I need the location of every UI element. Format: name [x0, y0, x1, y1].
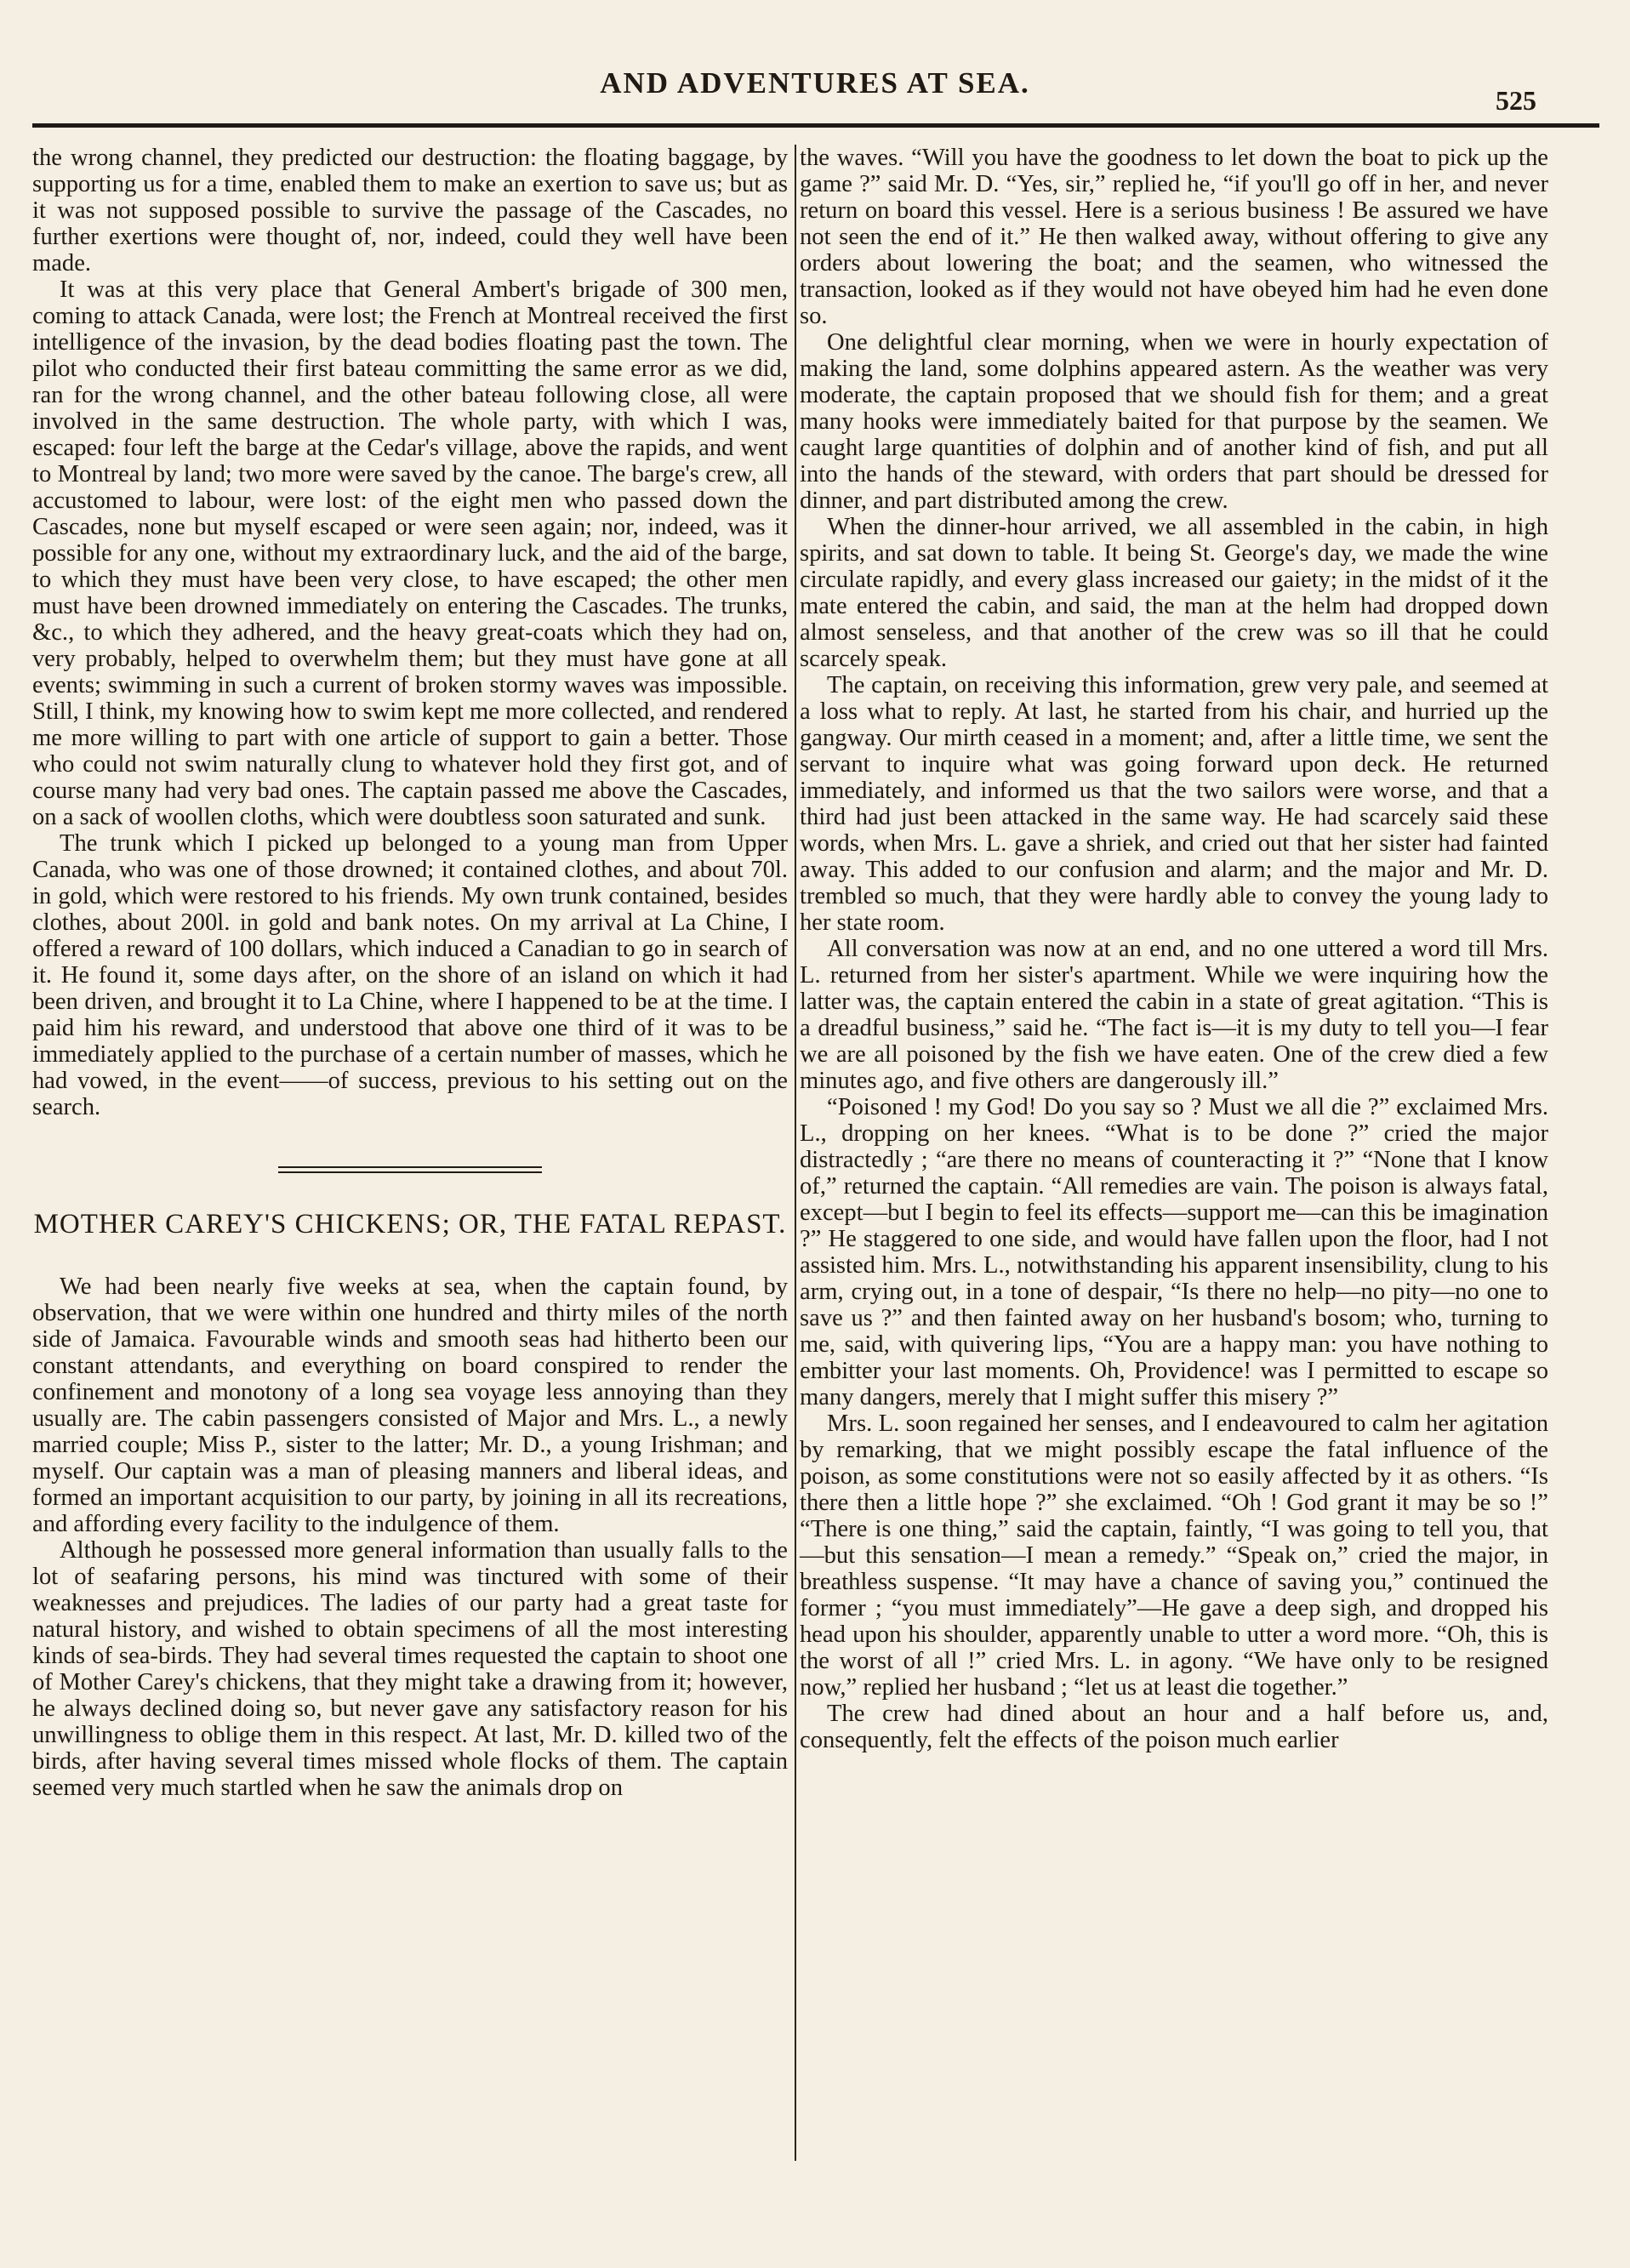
paragraph: Although he possessed more general information than usually falls to the lot of seafaring persons, his mind was tinctured with some of their weaknesses and prejudices. The ladies of our party had a great taste for natural history, and wished to obtain specimens of all the most interesting kinds of sea-birds. They had several times requested the captain to shoot one of Mother Carey's chickens, that they might take a drawing from it; however, he always declined doing so, but never gave any satisfactory reason for his unwillingness to oblige them in this respect. At last, Mr. D. killed two of the birds, after having several times missed whole flocks of them. The captain seemed very much startled when he saw the animals drop on	[32, 1537, 788, 1801]
paragraph: When the dinner-hour arrived, we all assembled in the cabin, in high spirits, and sat down to table. It being St. George's day, we made the wine circulate rapidly, and every glass increased our gaiety; in the midst of it the mate entered the cabin, and said, the man at the helm had dropped down almost senseless, and that another of the crew was so ill that he could scarcely speak.	[800, 514, 1548, 672]
page-number: 525	[1496, 85, 1536, 116]
header-rule	[32, 123, 1599, 128]
paragraph: It was at this very place that General Ambert's brigade of 300 men, coming to attack Canada, were lost; the French at Montreal received the first intelligence of the invasion, by the dead bodies floating past the town. The pilot who conducted their first bateau committing the same error as we did, ran for the wrong channel, and the other bateau following close, all were involved in the same destruction. The whole party, with which I was, escaped: four left the barge at the Cedar's village, above the rapids, and went to Montreal by land; two more were saved by the canoe. The barge's crew, all accustomed to labour, were lost: of the eight men who passed down the Cascades, none but myself escaped or were seen again; nor, indeed, was it possible for any one, without my extraordinary luck, and the aid of the barge, to which they must have been very close, to have escaped; the other men must have been drowned immediately on entering the Cascades. The trunks, &c., to which they adhered, and the heavy great-coats which they had on, very probably, helped to overwhelm them; but they must have gone at all events; swimming in such a current of broken stormy waves was impossible. Still, I think, my knowing how to swim kept me more collected, and rendered me more willing to part with one article of support to gain a better. Those who could not swim naturally clung to whatever hold they first got, and of course many had very bad ones. The captain passed me above the Cascades, on a sack of woollen cloths, which were doubtless soon saturated and sunk.	[32, 276, 788, 830]
paragraph: the wrong channel, they predicted our destruction: the floating baggage, by supporting us for a time, enabled them to make an exertion to save us; but as it was not supposed possible to survive the passage of the Cascades, no further exertions were thought of, nor, indeed, could they well have been made.	[32, 145, 788, 276]
paragraph: The crew had dined about an hour and a half before us, and, consequently, felt the effects of the poison much earlier	[800, 1701, 1548, 1753]
paragraph: “Poisoned ! my God! Do you say so ? Must we all die ?” exclaimed Mrs. L., dropping on her knees. “What is to be done ?” cried the major distractedly ; “are there no means of counteracting it ?” “None that I know of,” returned the captain. “All remedies are vain. The poison is always fatal, except—but I begin to feel its effects—support me—can this be imagination ?” He staggered to one side, and would have fallen upon the floor, had I not assisted him. Mrs. L., notwithstanding his apparent insensibility, clung to his arm, crying out, in a tone of despair, “Is there no help—no pity—no one to save us ?” and then fainted away on her husband's bosom; who, turning to me, said, with quivering lips, “You are a happy man: you have nothing to embitter your last moments. Oh, Providence! was I permitted to escape so many dangers, merely that I might suffer this misery ?”	[800, 1094, 1548, 1410]
column-divider	[795, 145, 796, 2161]
section-divider	[278, 1166, 542, 1173]
paragraph: The captain, on receiving this information, grew very pale, and seemed at a loss what to reply. At last, he started from his chair, and hurried up the gangway. Our mirth ceased in a moment; and, after a little time, we sent the servant to inquire what was going forward upon deck. He returned immediately, and informed us that the two sailors were worse, and that a third had just been attacked in the same way. He had scarcely said these words, when Mrs. L. gave a shriek, and cried out that her sister had fainted away. This added to our confusion and alarm; and the major and Mr. D. trembled so much, that they were hardly able to convey the young lady to her state room.	[800, 672, 1548, 936]
paragraph: All conversation was now at an end, and no one uttered a word till Mrs. L. returned from her sister's apartment. While we were inquiring how the latter was, the captain entered the cabin in a state of great agitation. “This is a dreadful business,” said he. “The fact is—it is my duty to tell you—I fear we are all poisoned by the fish we have eaten. One of the crew died a few minutes ago, and five others are dangerously ill.”	[800, 936, 1548, 1094]
paragraph: We had been nearly five weeks at sea, when the captain found, by observation, that we were within one hundred and thirty miles of the north side of Jamaica. Favourable winds and smooth seas had hitherto been our constant attendants, and everything on board conspired to render the confinement and monotony of a long sea voyage less annoying than they usually are. The cabin passengers consisted of Major and Mrs. L., a newly married couple; Miss P., sister to the latter; Mr. D., a young Irishman; and myself. Our captain was a man of pleasing manners and liberal ideas, and formed an important acquisition to our party, by joining in all its recreations, and affording every facility to the indulgence of them.	[32, 1274, 788, 1537]
left-column	[32, 145, 788, 1801]
paragraph: One delightful clear morning, when we were in hourly expectation of making the land, some dolphins appeared astern. As the weather was very moderate, the captain proposed that we should fish for them; and a great many hooks were immediately baited for that purpose by the seamen. We caught large quantities of dolphin and of another kind of fish, and put all into the hands of the steward, with orders that part should be dressed for dinner, and part distributed among the crew.	[800, 329, 1548, 514]
right-column	[800, 145, 1548, 1753]
running-title: AND ADVENTURES AT SEA.	[600, 66, 1030, 100]
paragraph: The trunk which I picked up belonged to a young man from Upper Canada, who was one of those drowned; it contained clothes, and about 70l. in gold, which were restored to his friends. My own trunk contained, besides clothes, about 200l. in gold and bank notes. On my arrival at La Chine, I offered a reward of 100 dollars, which induced a Canadian to go in search of it. He found it, some days after, on the shore of an island on which it had been driven, and brought it to La Chine, where I happened to be at the time. I paid him his reward, and understood that above one third of it was to be immediately applied to the purchase of a certain number of masses, which he had vowed, in the event——of success, previous to his setting out on the search.	[32, 830, 788, 1120]
paragraph: Mrs. L. soon regained her senses, and I endeavoured to calm her agitation by remarking, that we might possibly escape the fatal influence of the poison, as some constitutions were not so easily affected by it as others. “Is there then a little hope ?” she exclaimed. “Oh ! God grant it may be so !” “There is one thing,” said the captain, faintly, “I was going to tell you, that—but this sensation—I mean a remedy.” “Speak on,” cried the major, in breathless suspense. “It may have a chance of saving you,” continued the former ; “you must immediately”—He gave a deep sigh, and dropped his head upon his shoulder, apparently unable to utter a word more. “Oh, this is the worst of all !” cried Mrs. L. in agony. “We have only to be resigned now,” replied her husband ; “let us at least die together.”	[800, 1410, 1548, 1701]
article-title: MOTHER CAREY'S CHICKENS; OR, THE FATAL REPAST.	[33, 1209, 787, 1239]
paragraph: the waves. “Will you have the goodness to let down the boat to pick up the game ?” said Mr. D. “Yes, sir,” replied he, “if you'll go off in her, and never return on board this vessel. Here is a serious business ! Be assured we have not seen the end of it.” He then walked away, without offering to give any orders about lowering the boat; and the seamen, who witnessed the transaction, looked as if they would not have obeyed him had he even done so.	[800, 145, 1548, 329]
